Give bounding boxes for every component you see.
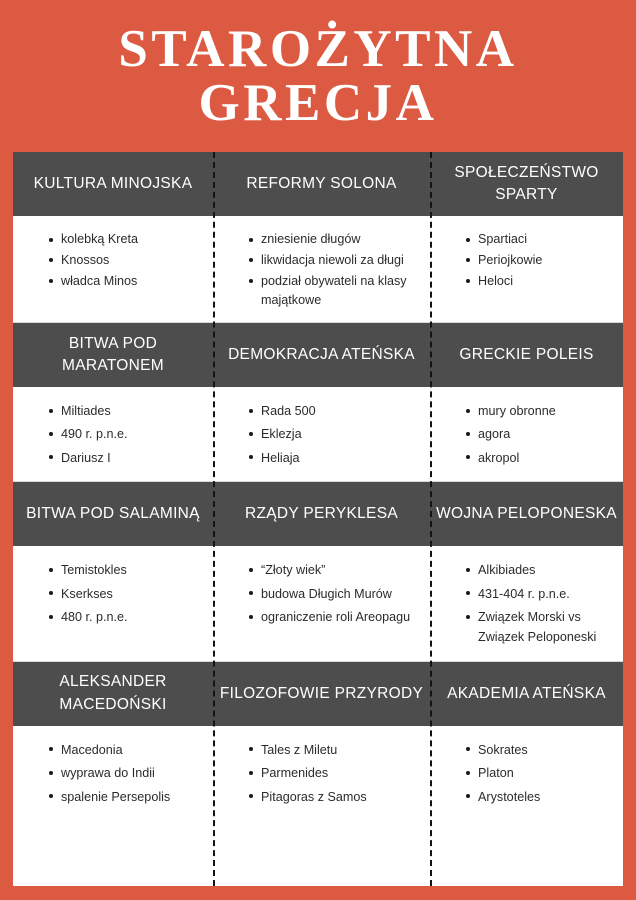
bullet-item: kolebką Kreta <box>49 230 205 250</box>
card-heading: BITWA POD SALAMINĄ <box>26 505 200 522</box>
card-body <box>213 216 430 322</box>
card-heading: KULTURA MINOJSKA <box>33 174 193 192</box>
card-body <box>213 726 430 820</box>
card-body <box>213 546 430 661</box>
bullet-item: 431-404 r. p.n.e. <box>466 584 615 604</box>
bullet-list <box>450 560 615 648</box>
bullet-item: mury obronne <box>466 401 615 421</box>
bullet-item: władca Minos <box>49 272 205 292</box>
card-heading: DEMOKRACJA ATEŃSKA <box>228 345 415 363</box>
card-heading: BITWA POD MARATONEM <box>61 334 165 375</box>
bullet-item: spalenie Persepolis <box>49 787 205 807</box>
card-body <box>13 546 213 661</box>
card-body-strip <box>13 387 623 481</box>
bullet-item: Sokrates <box>466 740 615 760</box>
card-row <box>13 152 623 322</box>
bullet-item: Pitagoras z Samos <box>249 787 422 807</box>
bullet-item: zniesienie długów <box>249 230 422 250</box>
card-heading: FILOZOFOWIE PRZYRODY <box>219 684 424 702</box>
bullet-item: Alkibiades <box>466 560 615 580</box>
card-heading-strip <box>13 152 623 216</box>
card-body <box>13 216 213 322</box>
bullet-item: ograniczenie roli Areopagu <box>249 607 422 627</box>
bullet-item: Platon <box>466 763 615 783</box>
bullet-item: podział obywateli na klasy majątkowe <box>249 272 422 312</box>
bullet-item: Związek Morski vs Związek Peloponeski <box>466 607 615 648</box>
bullet-item: Heliaja <box>249 448 422 468</box>
card-heading: GRECKIE POLEIS <box>459 345 594 363</box>
bullet-item: Arystoteles <box>466 787 615 807</box>
card-row <box>13 661 623 820</box>
bullet-list <box>233 401 422 468</box>
card-heading-strip <box>13 662 623 726</box>
card-heading: REFORMY SOLONA <box>246 174 397 192</box>
bullet-list <box>33 401 205 468</box>
bullet-item: Macedonia <box>49 740 205 760</box>
card-body <box>13 726 213 820</box>
bullet-list <box>33 230 205 291</box>
bullet-list <box>233 230 422 311</box>
card-row <box>13 481 623 661</box>
bullet-list <box>233 740 422 807</box>
card-heading-strip <box>13 323 623 387</box>
bullet-item: Heloci <box>466 272 615 292</box>
bullet-item: wyprawa do Indii <box>49 763 205 783</box>
rows-container <box>13 152 623 820</box>
bullet-item: Knossos <box>49 251 205 271</box>
bullet-list <box>450 230 615 291</box>
bullet-list <box>233 560 422 627</box>
bullet-item: Dariusz I <box>49 448 205 468</box>
bullet-item: Tales z Miletu <box>249 740 422 760</box>
card-heading-strip <box>13 482 623 546</box>
card-heading: WOJNA PELOPONESKA <box>436 505 617 522</box>
card-body <box>430 216 623 322</box>
card-body <box>430 726 623 820</box>
card-row <box>13 322 623 481</box>
title-line-2: GRECJA <box>198 74 438 133</box>
bullet-item: Spartiaci <box>466 230 615 250</box>
card-heading: SPOŁECZEŃSTWO SPARTY <box>454 163 599 203</box>
bullet-item: Kserkses <box>49 584 205 604</box>
bullet-item: Temistokles <box>49 560 205 580</box>
bullet-list <box>450 740 615 807</box>
card-body <box>430 546 623 661</box>
bullet-item: agora <box>466 424 615 444</box>
bullet-list <box>450 401 615 468</box>
bullet-item: Miltiades <box>49 401 205 421</box>
title-line-1: STAROŻYTNA <box>118 20 518 78</box>
card-body <box>430 387 623 481</box>
bullet-item: Eklezja <box>249 424 422 444</box>
bullet-item: likwidacja niewoli za długi <box>249 251 422 271</box>
card-body-strip <box>13 726 623 820</box>
card-body <box>13 387 213 481</box>
card-body-strip <box>13 216 623 322</box>
card-heading: AKADEMIA ATEŃSKA <box>447 684 606 702</box>
bullet-item: Parmenides <box>249 763 422 783</box>
card-heading: RZĄDY PERYKLESA <box>245 505 398 522</box>
bullet-item: budowa Długich Murów <box>249 584 422 604</box>
card-body <box>213 387 430 481</box>
bullet-item: Periojkowie <box>466 251 615 271</box>
bullet-item: 480 r. p.n.e. <box>49 607 205 627</box>
card-heading: ALEKSANDER MACEDOŃSKI <box>59 673 167 713</box>
bullet-list <box>33 560 205 627</box>
bullet-list <box>33 740 205 807</box>
bullet-item: 490 r. p.n.e. <box>49 424 205 444</box>
content-table <box>13 152 623 886</box>
bullet-item: Rada 500 <box>249 401 422 421</box>
bullet-item: akropol <box>466 448 615 468</box>
page-title <box>0 0 636 140</box>
card-body-strip <box>13 546 623 661</box>
bullet-item: “Złoty wiek” <box>249 560 422 580</box>
